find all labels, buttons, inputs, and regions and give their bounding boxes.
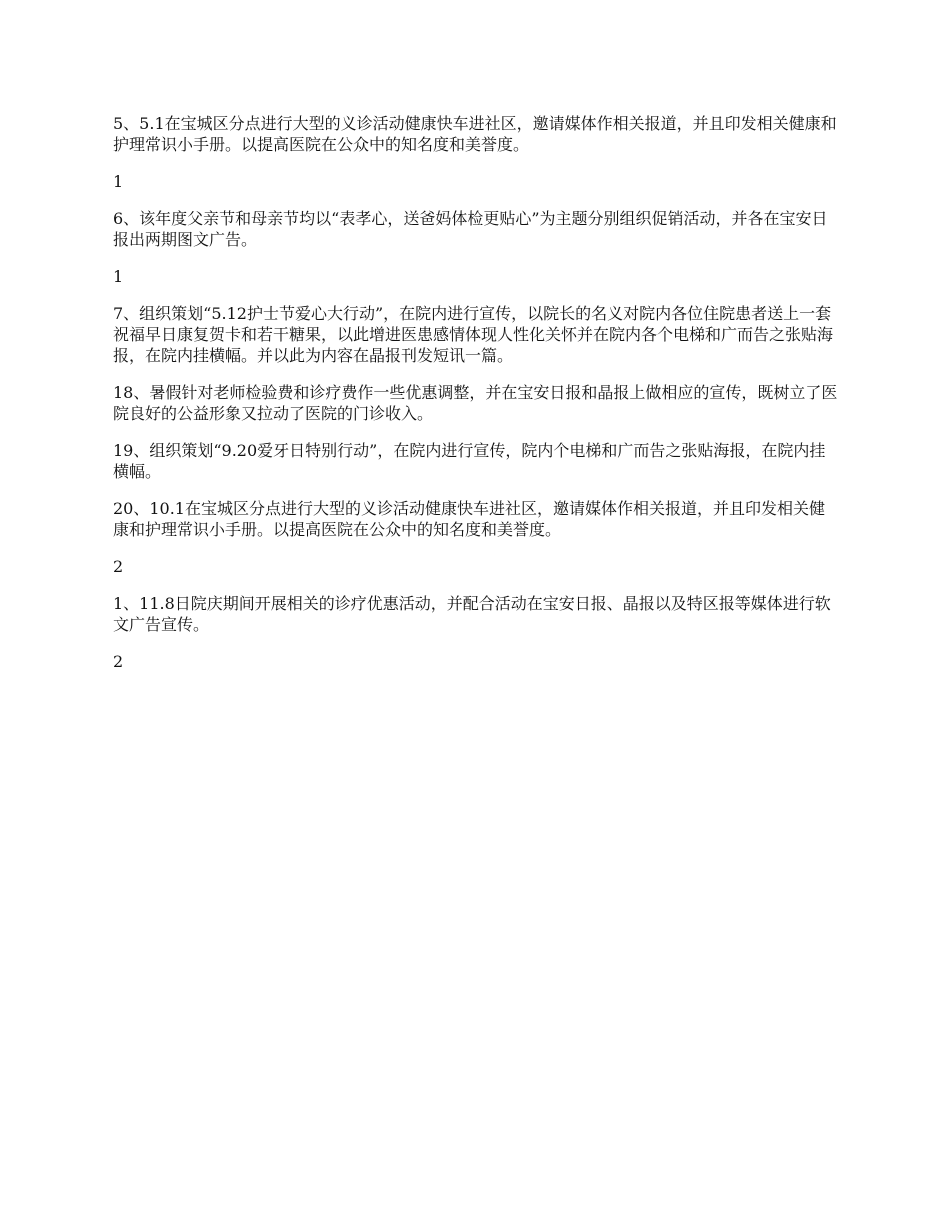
paragraph-item-7: 7、组织策划“5.12护士节爱心大行动”，在院内进行宣传，以院长的名义对院内各位住院患者送上一套祝福早日康复贺卡和若干糖果，以此增进医患感情体现人性化关怀并在院内各个电梯和广而告之张贴海报，在院内挂横幅。并以此为内容在晶报刊发短讯一篇。 [113,304,834,365]
paragraph-item-6: 6、该年度父亲节和母亲节均以“表孝心，送爸妈体检更贴心”为主题分别组织促销活动，并各在宝安日报出两期图文广告。 [113,209,828,249]
paragraph-item-19: 19、组织策划“9.20爱牙日特别行动”，在院内进行宣传，院内个电梯和广而告之张贴海报，在院内挂横幅。 [113,441,826,481]
paragraph-item-18: 18、暑假针对老师检验费和诊疗费作一些优惠调整，并在宝安日报和晶报上做相应的宣传，既树立了医院良好的公益形象又拉动了医院的门诊收入。 [113,383,838,423]
document-body [113,113,838,688]
number-line: 2 [113,557,124,576]
number-line: 1 [113,267,124,286]
number-line: 1 [113,172,124,191]
paragraph-item-20: 20、10.1在宝城区分点进行大型的义诊活动健康快车进社区，邀请媒体作相关报道，并且印发相关健康和护理常识小手册。以提高医院在公众中的知名度和美誉度。 [113,499,825,539]
paragraph-item-1: 1、11.8日院庆期间开展相关的诊疗优惠活动，并配合活动在宝安日报、晶报以及特区报等媒体进行软文广告宣传。 [113,594,831,634]
paragraph-item-5: 5、5.1在宝城区分点进行大型的义诊活动健康快车进社区，邀请媒体作相关报道，并且印发相关健康和护理常识小手册。以提高医院在公众中的知名度和美誉度。 [113,114,837,154]
number-line: 2 [113,652,124,671]
